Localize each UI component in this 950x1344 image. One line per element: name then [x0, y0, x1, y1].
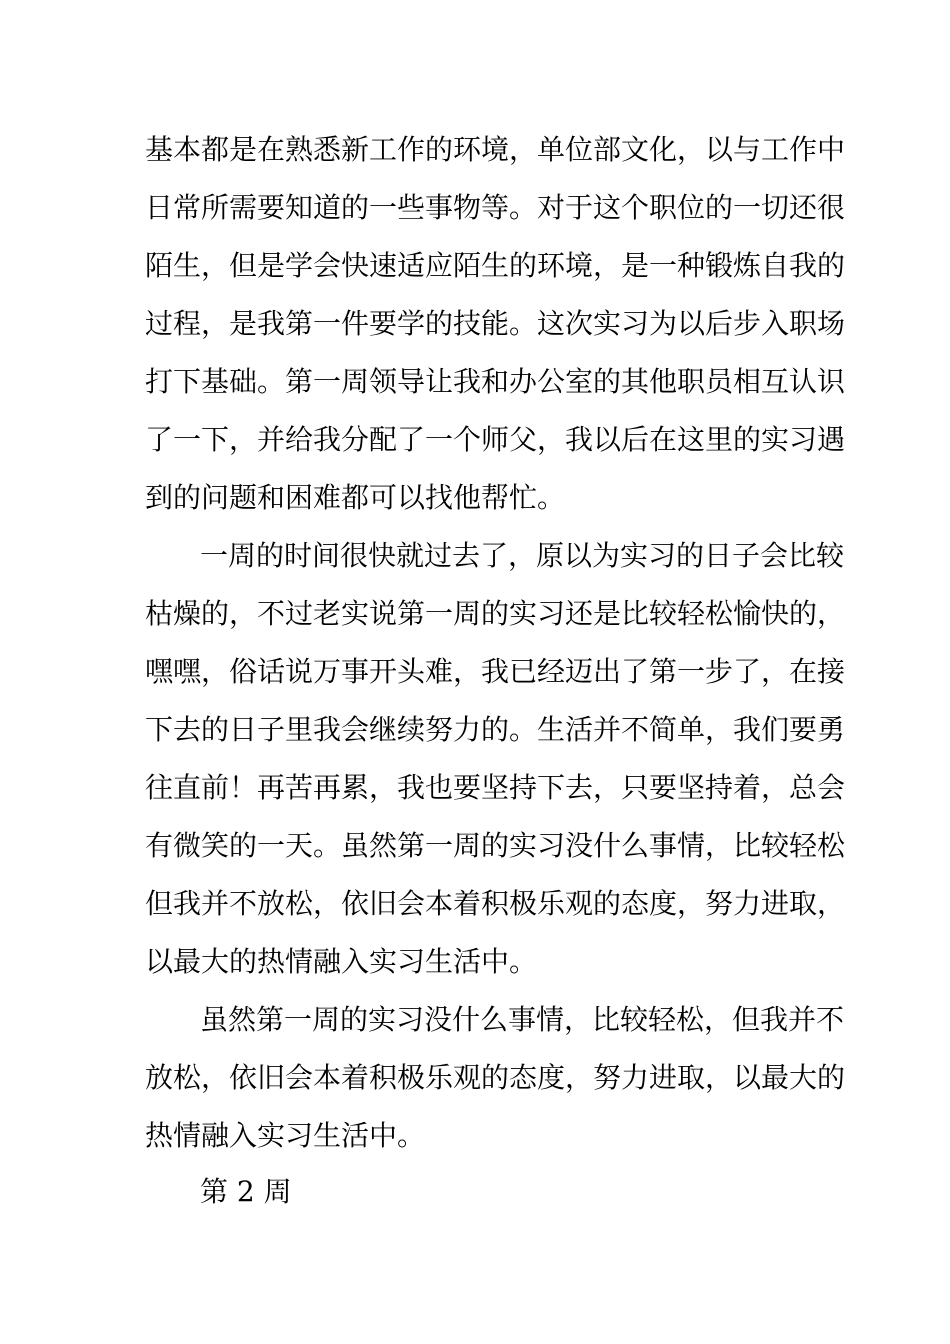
- paragraph-2-line-2: 枯燥的，不过老实说第一周的实习还是比较轻松愉快的，: [145, 597, 846, 630]
- paragraph-1-line-1: 基本都是在熟悉新工作的环境，单位部文化，以与工作中: [145, 133, 846, 166]
- week-heading: 第 2 周: [200, 1175, 292, 1208]
- paragraph-1-line-2: 日常所需要知道的一些事物等。对于这个职位的一切还很: [145, 191, 846, 224]
- paragraph-1-line-3: 陌生，但是学会快速适应陌生的环境，是一种锻炼自我的: [145, 249, 846, 282]
- paragraph-3-line-3: 热情融入实习生活中。: [145, 1119, 426, 1152]
- paragraph-1-line-7: 到的问题和困难都可以找他帮忙。: [145, 481, 566, 514]
- paragraph-1-line-4: 过程，是我第一件要学的技能。这次实习为以后步入职场: [145, 307, 846, 340]
- paragraph-1-line-6: 了一下，并给我分配了一个师父，我以后在这里的实习遇: [145, 423, 846, 456]
- paragraph-2-line-6: 有微笑的一天。虽然第一周的实习没什么事情，比较轻松: [145, 829, 846, 862]
- paragraph-2-line-3: 嘿嘿，俗话说万事开头难，我已经迈出了第一步了，在接: [145, 655, 846, 688]
- paragraph-2-line-4: 下去的日子里我会继续努力的。生活并不简单，我们要勇: [145, 713, 846, 746]
- paragraph-1-line-5: 打下基础。第一周领导让我和办公室的其他职员相互认识: [145, 365, 846, 398]
- paragraph-2-line-5: 往直前！再苦再累，我也要坚持下去，只要坚持着，总会: [145, 771, 846, 804]
- paragraph-2-line-7: 但我并不放松，依旧会本着积极乐观的态度，努力进取，: [145, 887, 846, 920]
- paragraph-3-line-2: 放松，依旧会本着积极乐观的态度，努力进取，以最大的: [145, 1061, 846, 1094]
- paragraph-2-line-8: 以最大的热情融入实习生活中。: [145, 945, 538, 978]
- paragraph-2-line-1: 一周的时间很快就过去了，原以为实习的日子会比较: [200, 539, 845, 572]
- paragraph-3-line-1: 虽然第一周的实习没什么事情，比较轻松，但我并不: [200, 1003, 845, 1036]
